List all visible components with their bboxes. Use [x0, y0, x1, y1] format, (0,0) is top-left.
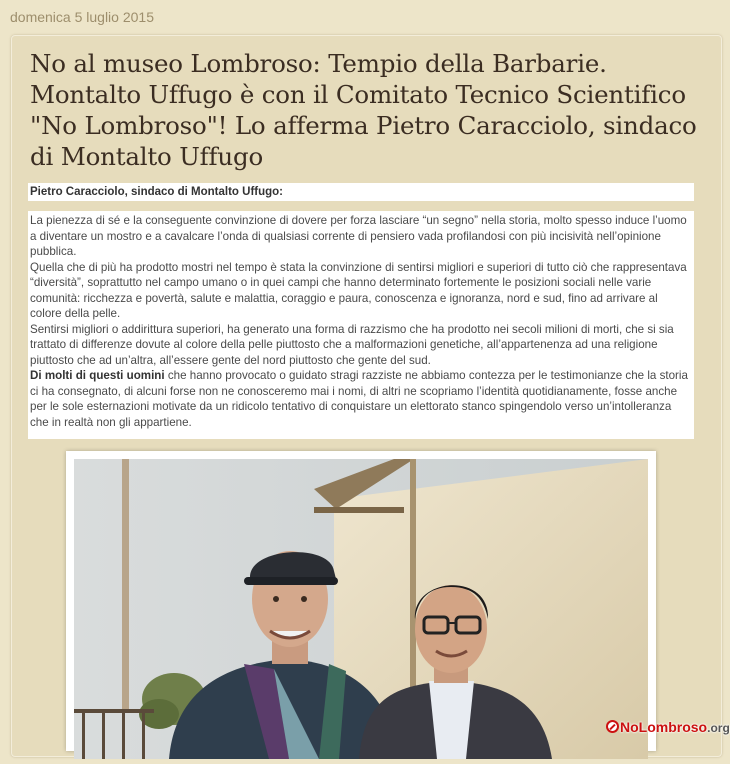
paragraph-4-text: che hanno provocato o guidato stragi razziste ne abbiamo contezza per le testimonianze che la storia ci ha consegnato, di alcuni forse non ne conosceremo mai i nomi, di altri ne scopriamo l’identità quotidianamente, fosse anche per le sole esternazioni motivate da un ridicolo tentativo di conquistare un elettorato stanco spingendolo verso un’intolleranza che in realtà non gli appartiene. — [30, 369, 688, 429]
paragraph-3: Sentirsi migliori o addirittura superiori, ha generato una forma di razzismo che ha prodotto nei secoli milioni di morti, che si sia trattato di differenze dovute al colore della pelle piuttosto che a malformazioni genetiche, all’appartenenza ad una religione piuttosto che ad un’altra, all’essere gente del nord piuttosto che gente del sud. — [30, 322, 674, 367]
post-photo[interactable] — [74, 459, 648, 759]
no-sign-icon — [606, 720, 619, 733]
post-title[interactable]: No al museo Lombroso: Tempio della Barbarie. Montalto Uffugo è con il Comitato Tecnico Scientifico "No Lombroso"! Lo afferma Pietro Caracciolo, sindaco di Montalto Uffugo — [30, 49, 697, 171]
watermark-brand: NoLombroso — [620, 719, 708, 735]
nolombroso-watermark — [606, 719, 730, 735]
post-subheading: Pietro Caracciolo, sindaco di Montalto Uffugo: — [28, 183, 694, 201]
paragraph-4 — [30, 368, 692, 430]
photo-two-men — [74, 459, 648, 759]
post-body — [28, 211, 694, 439]
post-date: domenica 5 luglio 2015 — [10, 9, 154, 25]
paragraph-1: La pienezza di sé e la conseguente convinzione di dovere per forza lasciare “un segno” nella storia, molto spesso induce l’uomo a diventare un mostro e a cavalcare l’onda di qualsiasi corrente di pensiero vada profilandosi con più incisività nell’opinione pubblica. — [30, 214, 687, 258]
photo-frame — [66, 451, 656, 751]
paragraph-2: Quella che di più ha prodotto mostri nel tempo è stata la convinzione di sentirsi migliori e superiori di tutto ciò che rappresentava “diversità”, soprattutto nel campo umano o in quei campi che hanno determinato fortemente le posizioni sociali nelle varie comunità: ricchezza e povertà, salute e malattia, coraggio e paura, conoscenza e ignoranza, nord e sud, fino ad arrivare al colore della pelle. — [30, 260, 687, 320]
paragraph-4-bold: Di molti di questi uomini — [30, 369, 165, 382]
watermark-tld: .org — [707, 721, 730, 735]
